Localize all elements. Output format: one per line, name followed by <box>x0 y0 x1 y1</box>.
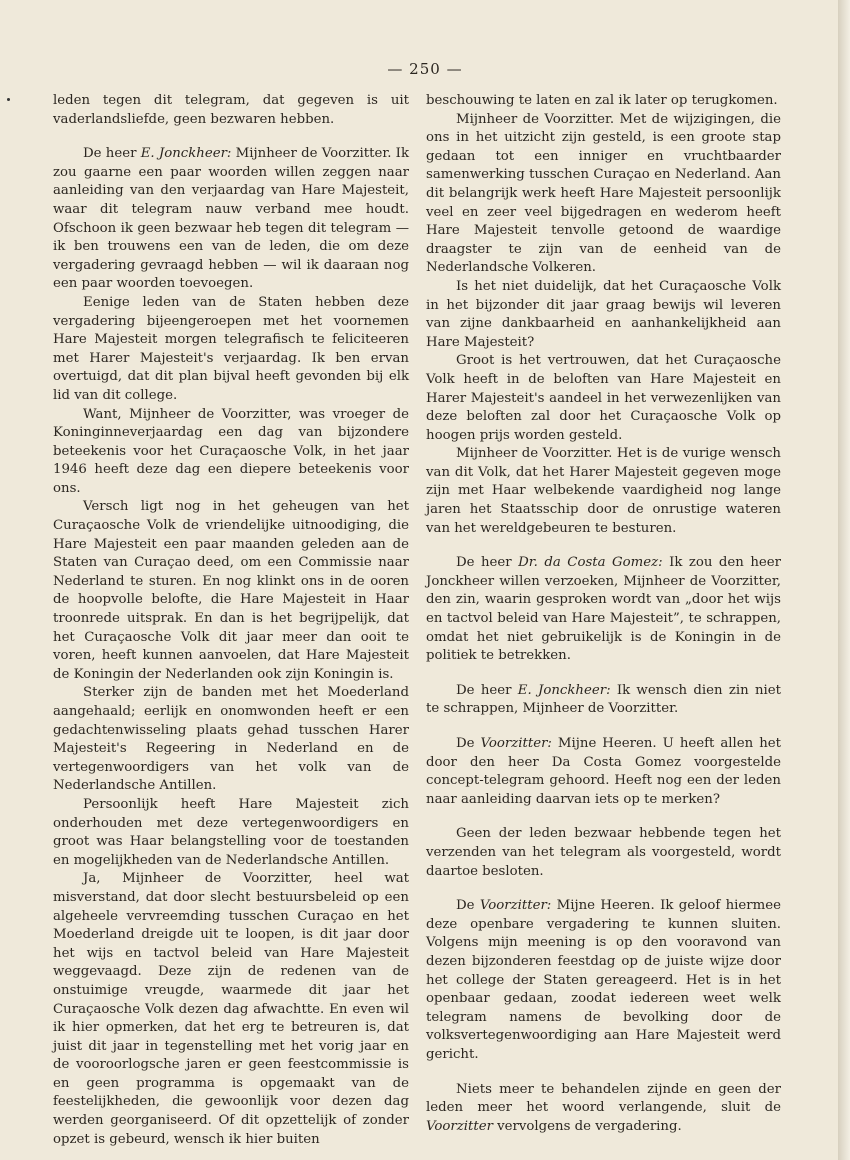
paragraph: Groot is het vertrouwen, dat het Curaçaosche Volk heeft in de beloften van Hare Majesteit en Harer Majesteit's aandeel in het verwezenlijken van deze beloften zal door het Curaçaosche Volk op hoogen prijs worden gesteld. <box>426 353 781 443</box>
paragraph: Ja, Mijnheer de Voorzitter, heel wat misverstand, dat door slecht bestuursbeleid op een algeheele vervreemding tusschen Curaçao en het Moederland dreigde uit te loopen, is dit jaar door het wijs en tactvol beleid van Hare Majesteit weggevaagd. Deze zijn de redenen van de onstuimige vreugde, waarmede dit jaar het Curaçaosche Volk dezen dag afwachtte. En even wil ik hier opmerken, dat het erg te betreuren is, dat juist dit jaar in tegenstelling met het vorig jaar en de vooroorlogsche jaren er geen feestcommissie is en geen programma is opgemaakt van de feestelijkheden, die gewoonlijk voor dezen dag werden georganiseerd. Of dit opzettelijk of zonder opzet is gebeurd, wensch ik hier buiten <box>53 871 409 1147</box>
left-column <box>53 92 409 1149</box>
paragraph: Geen der leden bezwaar hebbende tegen het verzenden van het telegram als voorgesteld, wordt daartoe besloten. <box>426 826 781 879</box>
paragraph: Eenige leden van de Staten hebben deze vergadering bijeengeroepen met het voornemen Hare Majesteit morgen telegrafisch te feliciteeren met Harer Majesteit's verjaardag. Ik ben ervan overtuigd, dat dit plan bijval heeft gevonden bij elk lid van dit college. <box>53 294 409 403</box>
page-number: — 250 — <box>387 60 463 78</box>
speaker-name: Dr. da Costa Gomez: <box>518 555 663 571</box>
paragraph: De Voorzitter: Mijne Heeren. Ik geloof hiermee deze openbare vergadering te kunnen sluiten. Volgens mijn meening is op den vooravond van dezen bijzonderen feestdag op de juiste wijze door het college der Staten gereageerd. Het is in het openbaar gedaan, zoodat iedereen weet welk telegram namens de bevolking door de volksvertegenwoordiging aan Hare Majesteit werd gericht. <box>426 898 781 1062</box>
speaker-name: Voorzitter <box>426 1118 493 1134</box>
page-edge <box>838 0 850 1160</box>
paragraph: De heer E. Jonckheer: Ik wensch dien zin niet te schrappen, Mijnheer de Voorzitter. <box>426 682 781 717</box>
paragraph: Niets meer te behandelen zijnde en geen der leden meer het woord verlangende, sluit de Voorzitter vervolgens de vergadering. <box>426 1081 781 1134</box>
paragraph: beschouwing te laten en zal ik later op terugkomen. <box>426 93 778 108</box>
speaker-name: E. Jonckheer: <box>140 146 232 162</box>
speaker-name: Voorzitter: <box>479 898 552 914</box>
paragraph: Want, Mijnheer de Voorzitter, was vroeger de Koninginneverjaardag een dag van bijzondere beteekenis voor het Curaçaosche Volk, in het jaar 1946 heeft deze dag een diepere beteekenis voor ons. <box>53 406 409 496</box>
paragraph: leden tegen dit telegram, dat gegeven is uit vaderlandsliefde, geen bezwaren hebben. <box>53 93 409 127</box>
paragraph: De heer E. Jonckheer: Mijnheer de Voorzitter. Ik zou gaarne een paar woorden willen zeggen naar aanleiding van den verjaardag van Hare Majesteit, waar dit telegram nauw verband mee houdt. Ofschoon ik geen bezwaar heb tegen dit telegram — ik ben trouwens een van de leden, die om deze vergadering gevraagd hebben — wil ik daaraan nog een paar woorden toevoegen. <box>53 146 409 292</box>
speaker-name: E. Jonckheer: <box>517 682 611 698</box>
paragraph: Mijnheer de Voorzitter. Met de wijzigingen, die ons in het uitzicht zijn gesteld, is een groote stap gedaan tot een inniger en vruchtbaarder samenwerking tusschen Curaçao en Nederland. Aan dit belangrijk werk heeft Hare Majesteit persoonlijk veel en zeer veel bijgedragen en wederom heeft Hare Majesteit tenvolle getoond de waardige draagster te zijn van de eenheid van de Nederlandsche Volkeren. <box>426 111 781 276</box>
paragraph: Persoonlijk heeft Hare Majesteit zich onderhouden met deze vertegenwoordigers en groot was Haar belangstelling voor de toestanden en mogelijkheden van de Nederlandsche Antillen. <box>53 796 409 868</box>
right-column <box>426 92 781 1136</box>
paragraph: Is het niet duidelijk, dat het Curaçaosche Volk in het bijzonder dit jaar graag bewijs wil leveren van zijne dankbaarheid en aanhankelijkheid aan Hare Majesteit? <box>426 278 781 350</box>
paragraph: Versch ligt nog in het geheugen van het Curaçaosche Volk de vriendelijke uitnoodiging, die Hare Majesteit een paar maanden geleden aan de Staten van Curaçao deed, om een Commissie naar Nederland te sturen. En nog klinkt ons in de ooren de hoopvolle belofte, die Hare Majesteit in Haar troonrede uitsprak. En dan is het begrijpelijk, dat het Curaçaosche Volk dit jaar meer dan ooit te voren, heeft kunnen aanvoelen, dat Hare Majesteit de Koningin der Nederlanden ook zijn Koningin is. <box>53 499 409 682</box>
scan-mark <box>7 98 10 101</box>
paragraph: Mijnheer de Voorzitter. Het is de vurige wensch van dit Volk, dat het Harer Majesteit gegeven moge zijn met Haar welbekende vaardigheid nog lange jaren het Staatsschip door de onrustige wateren van het wereldgebeuren te besturen. <box>426 446 781 536</box>
paragraph: Sterker zijn de banden met het Moederland aangehaald; eerlijk en onomwonden heeft er een gedachtenwisseling plaats gehad tusschen Harer Majesteit's Regeering in Nederland en de vertegenwoordigers van het volk van de Nederlandsche Antillen. <box>53 685 409 794</box>
paragraph: De heer Dr. da Costa Gomez: Ik zou den heer Jonckheer willen verzoeken, Mijnheer de Voorzitter, den zin, waarin gesproken wordt van „door het wijs en tactvol beleid van Hare Majesteit”, te schrappen, omdat het niet gebruikelijk is de Koningin in de politiek te betrekken. <box>426 555 781 664</box>
paragraph: De Voorzitter: Mijne Heeren. U heeft allen het door den heer Da Costa Gomez voorgestelde concept-telegram gehoord. Heeft nog een der leden naar aanleiding daarvan iets op te merken? <box>426 736 781 807</box>
speaker-name: Voorzitter: <box>480 736 552 751</box>
